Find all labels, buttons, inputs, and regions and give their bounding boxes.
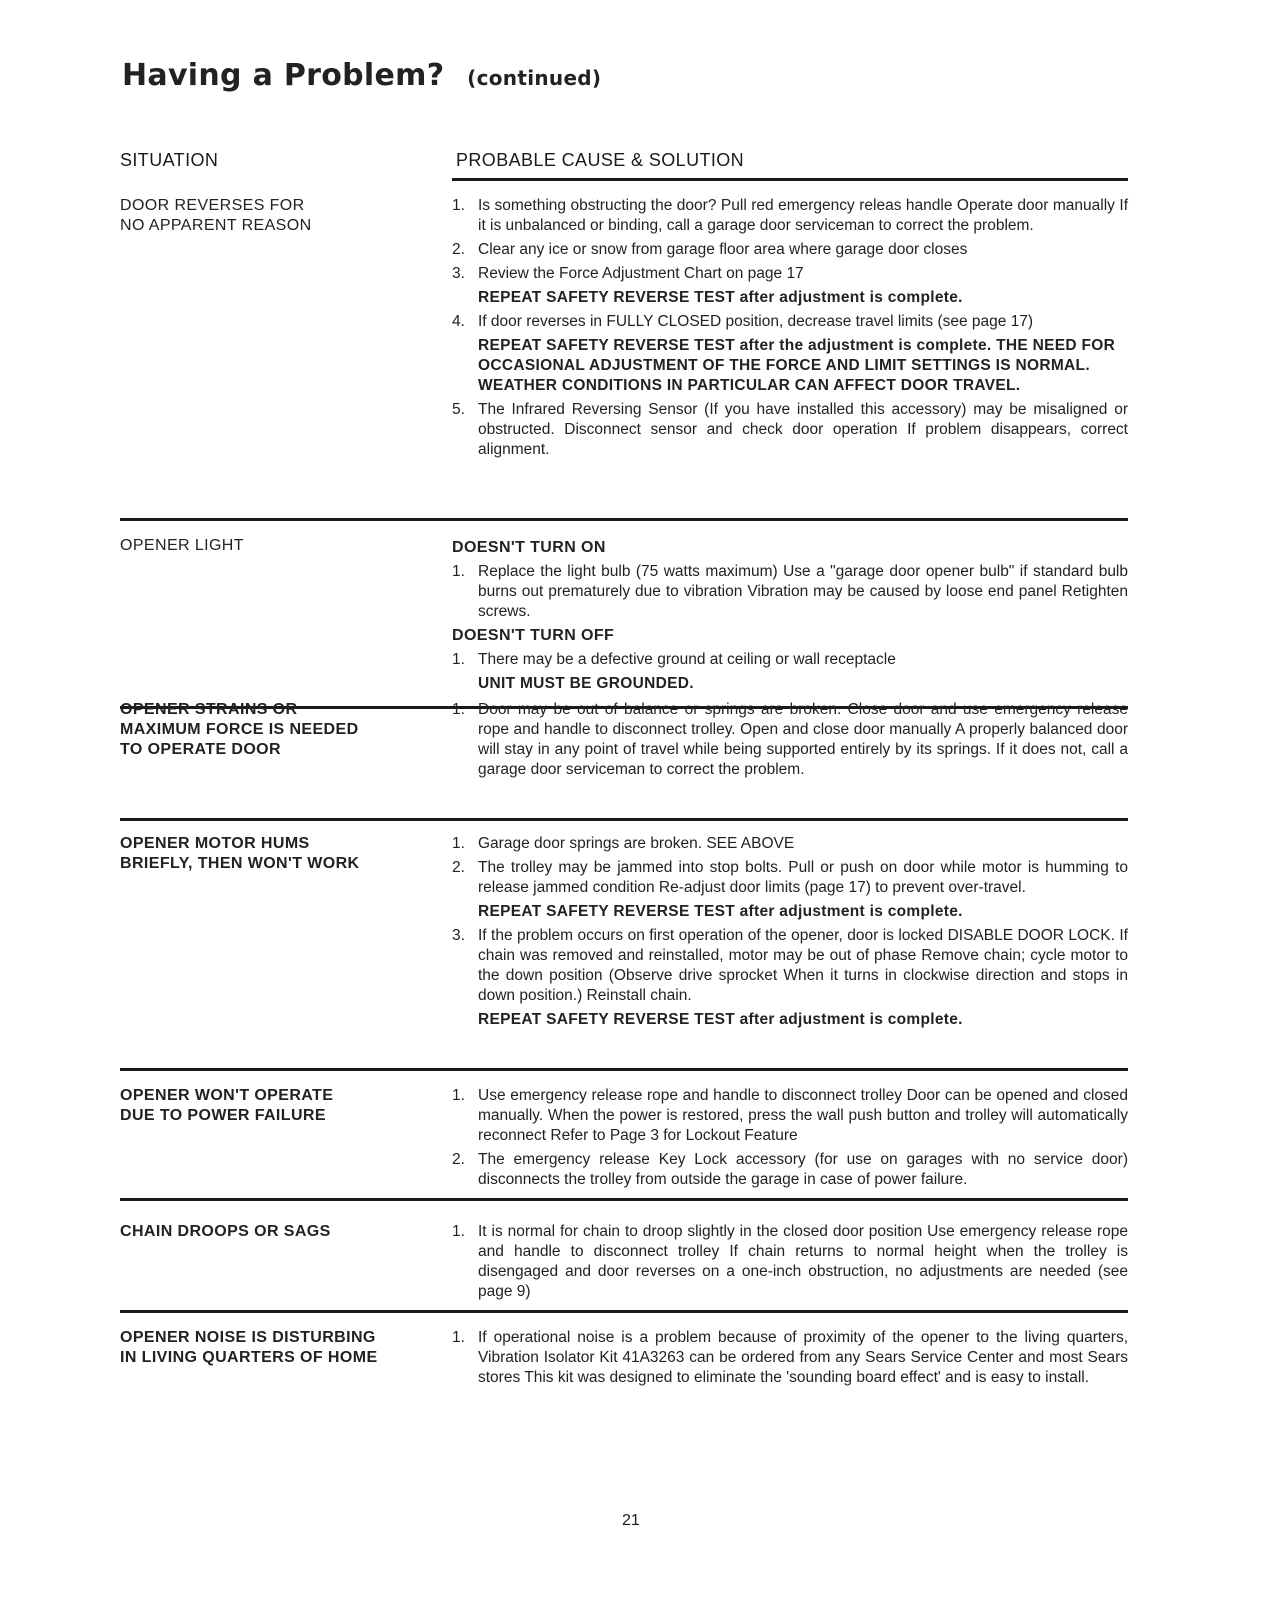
step-number: 1. xyxy=(452,1223,465,1240)
situation-line: BRIEFLY, THEN WON'T WORK xyxy=(120,855,360,872)
situation-line: DUE TO POWER FAILURE xyxy=(120,1107,326,1124)
situation-line: CHAIN DROOPS OR SAGS xyxy=(120,1223,331,1240)
solution-step xyxy=(452,1328,1128,1388)
column-header-situation: SITUATION xyxy=(120,150,219,170)
step-number: 1. xyxy=(452,651,465,668)
row-divider xyxy=(120,1068,1128,1071)
solution-step xyxy=(452,650,1128,670)
solution-step xyxy=(452,834,1128,854)
row-divider xyxy=(120,1310,1128,1313)
situation-line: OPENER MOTOR HUMS xyxy=(120,835,310,852)
situation-line: DOOR REVERSES FOR xyxy=(120,197,305,214)
step-number: 1. xyxy=(452,1087,465,1104)
page-title-suffix: (continued) xyxy=(467,66,602,90)
step-number: 5. xyxy=(452,401,465,418)
row-divider xyxy=(120,818,1128,821)
step-text: Review the Force Adjustment Chart on page 17 xyxy=(478,265,804,282)
step-number: 2. xyxy=(452,859,465,876)
solution-step xyxy=(452,858,1128,898)
solution-step xyxy=(452,240,1128,260)
solution-step xyxy=(452,700,1128,780)
safety-note: REPEAT SAFETY REVERSE TEST after the adjustment is complete. THE NEED FOR OCCASIONAL ADJUSTMENT OF THE FORCE AND LIMIT SETTINGS IS NORMAL. WEATHER CONDITIONS IN PARTICULAR CAN AFFECT DOOR TRAVEL. xyxy=(478,337,1116,394)
step-text: If operational noise is a problem because of proximity of the opener to the living quarters, Vibration Isolator Kit 41A3263 can be ordered from any Sears Service Center and most Sears stores This kit was designed to eliminate the 'sounding board effect' and is easy to install. xyxy=(478,1329,1128,1386)
column-header-cause: PROBABLE CAUSE & SOLUTION xyxy=(456,150,745,170)
step-text: The Infrared Reversing Sensor (If you have installed this accessory) may be misaligned or obstructed. Disconnect sensor and check door operation If problem disappears, correct alignment. xyxy=(478,401,1128,458)
solution-step xyxy=(452,1222,1128,1302)
step-number: 1. xyxy=(452,197,465,214)
safety-note: REPEAT SAFETY REVERSE TEST after adjustment is complete. xyxy=(478,1011,963,1028)
step-number: 3. xyxy=(452,927,465,944)
step-number: 2. xyxy=(452,1151,465,1168)
step-text: Replace the light bulb (75 watts maximum) Use a "garage door opener bulb" if standard bulb burns out prematurely due to vibration Vibration may be caused by loose end panel Retighten screws. xyxy=(478,563,1128,620)
sub-heading: DOESN'T TURN ON xyxy=(452,539,606,556)
cause-cell xyxy=(452,1086,1128,1194)
step-text: If the problem occurs on first operation of the opener, door is locked DISABLE DOOR LOCK. If chain was removed and reinstalled, motor may be out of phase Remove chain; cycle motor to the down position (Observe drive sprocket When it turns in clockwise direction and stops in down position.) Reinstall chain. xyxy=(478,927,1128,1004)
step-number: 3. xyxy=(452,265,465,282)
step-number: 1. xyxy=(452,835,465,852)
situation-cell xyxy=(120,536,440,556)
step-text: Use emergency release rope and handle to disconnect trolley Door can be opened and closed manually. When the power is restored, press the wall push button and trolley will automatically reconnect Refer to Page 3 for Lockout Feature xyxy=(478,1087,1128,1144)
step-number: 2. xyxy=(452,241,465,258)
situation-cell xyxy=(120,700,440,760)
solution-step xyxy=(452,312,1128,332)
situation-line: OPENER LIGHT xyxy=(120,537,244,554)
step-text: It is normal for chain to droop slightly in the closed door position Use emergency release rope and handle to disconnect trolley If chain returns to normal height when the trolley is disengaged and door reverses on a one-inch obstruction, no adjustments are needed (see page 9) xyxy=(478,1223,1128,1300)
situation-line: OPENER WON'T OPERATE xyxy=(120,1087,334,1104)
solution-step xyxy=(452,1086,1128,1146)
situation-cell xyxy=(120,1086,440,1126)
step-text: Garage door springs are broken. SEE ABOVE xyxy=(478,835,795,852)
situation-line: OPENER NOISE IS DISTURBING xyxy=(120,1329,376,1346)
page-number: 21 xyxy=(622,1512,640,1529)
cause-cell xyxy=(452,700,1128,784)
cause-cell xyxy=(452,1328,1128,1392)
row-divider xyxy=(120,518,1128,521)
step-text: Clear any ice or snow from garage floor area where garage door closes xyxy=(478,241,968,258)
step-text: Door may be out of balance or springs are broken. Close door and use emergency release rope and handle to disconnect trolley. Open and close door manually A properly balanced door will stay in any point of travel while being supported entirely by its springs. If it does not, call a garage door serviceman to correct the problem. xyxy=(478,701,1128,778)
header-divider xyxy=(452,178,1128,181)
solution-step xyxy=(452,562,1128,622)
situation-line: OPENER STRAINS OR xyxy=(120,701,298,718)
page-title xyxy=(122,58,601,93)
cause-cell xyxy=(452,196,1128,464)
step-number: 1. xyxy=(452,563,465,580)
solution-step xyxy=(452,1150,1128,1190)
safety-note: REPEAT SAFETY REVERSE TEST after adjustment is complete. xyxy=(478,289,963,306)
step-text: If door reverses in FULLY CLOSED position, decrease travel limits (see page 17) xyxy=(478,313,1034,330)
situation-line: IN LIVING QUARTERS OF HOME xyxy=(120,1349,378,1366)
step-text: The emergency release Key Lock accessory (for use on garages with no service door) disconnects the trolley from outside the garage in case of power failure. xyxy=(478,1151,1128,1188)
situation-line: NO APPARENT REASON xyxy=(120,217,312,234)
situation-cell xyxy=(120,1222,440,1242)
step-text: There may be a defective ground at ceiling or wall receptacle xyxy=(478,651,896,668)
situation-cell xyxy=(120,1328,440,1368)
step-text: The trolley may be jammed into stop bolts. Pull or push on door while motor is humming to release jammed condition Re-adjust door limits (page 17) to prevent over-travel. xyxy=(478,859,1128,896)
step-number: 4. xyxy=(452,313,465,330)
solution-step xyxy=(452,400,1128,460)
situation-line: TO OPERATE DOOR xyxy=(120,741,281,758)
step-text: Is something obstructing the door? Pull red emergency releas handle Operate door manually If it is unbalanced or binding, call a garage door serviceman to correct the problem. xyxy=(478,197,1128,234)
page-title-main: Having a Problem? xyxy=(122,58,445,93)
cause-cell xyxy=(452,536,1128,698)
row-divider xyxy=(120,1198,1128,1201)
safety-note: REPEAT SAFETY REVERSE TEST after adjustment is complete. xyxy=(478,903,963,920)
step-number: 1. xyxy=(452,1329,465,1346)
cause-cell xyxy=(452,1222,1128,1306)
solution-step xyxy=(452,196,1128,236)
cause-cell xyxy=(452,834,1128,1034)
solution-step xyxy=(452,264,1128,284)
safety-note: UNIT MUST BE GROUNDED. xyxy=(478,675,694,692)
sub-heading: DOESN'T TURN OFF xyxy=(452,627,615,644)
situation-line: MAXIMUM FORCE IS NEEDED xyxy=(120,721,359,738)
solution-step xyxy=(452,926,1128,1006)
situation-cell xyxy=(120,834,440,874)
step-number: 1. xyxy=(452,701,465,718)
situation-cell xyxy=(120,196,440,236)
